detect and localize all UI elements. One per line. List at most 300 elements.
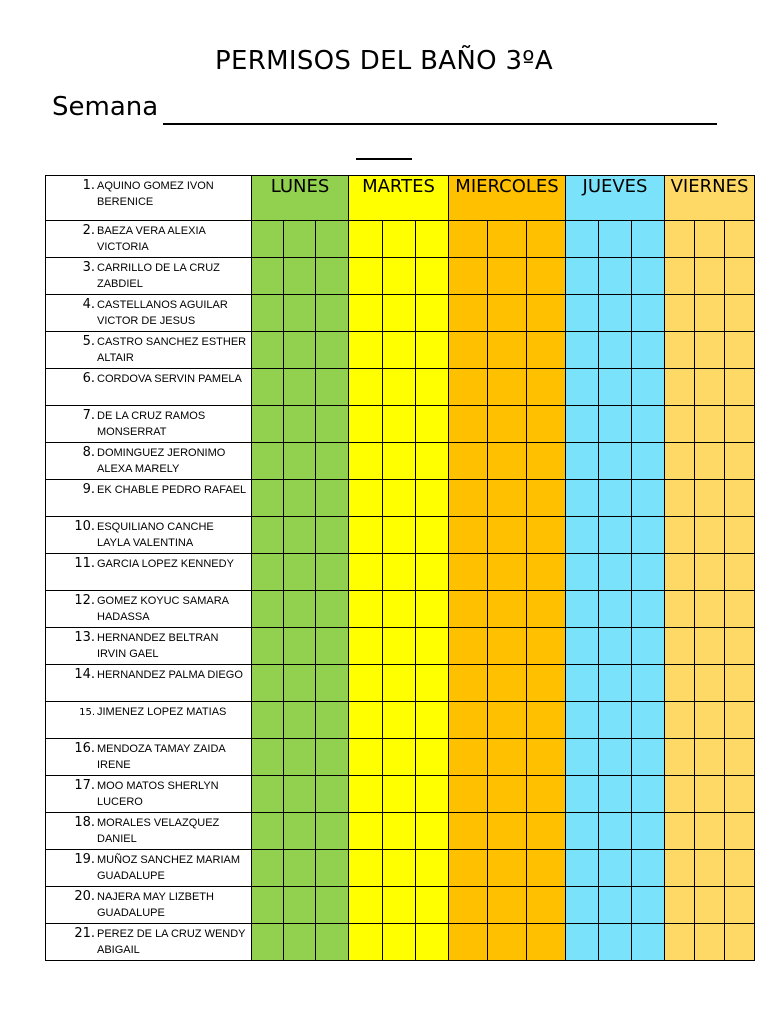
checkbox-cell-jueves[interactable] — [632, 517, 665, 554]
checkbox-cell-lunes[interactable] — [316, 628, 349, 665]
checkbox-cell-viernes[interactable] — [725, 406, 755, 443]
checkbox-cell-miercoles[interactable] — [488, 332, 527, 369]
checkbox-cell-miercoles[interactable] — [527, 665, 566, 702]
checkbox-cell-miercoles[interactable] — [449, 887, 488, 924]
checkbox-cell-martes[interactable] — [383, 924, 416, 961]
checkbox-cell-miercoles[interactable] — [449, 924, 488, 961]
checkbox-cell-viernes[interactable] — [725, 924, 755, 961]
checkbox-cell-viernes[interactable] — [725, 776, 755, 813]
checkbox-cell-jueves[interactable] — [632, 221, 665, 258]
checkbox-cell-miercoles[interactable] — [527, 887, 566, 924]
checkbox-cell-lunes[interactable] — [252, 813, 284, 850]
checkbox-cell-miercoles[interactable] — [488, 813, 527, 850]
checkbox-cell-lunes[interactable] — [284, 332, 316, 369]
checkbox-cell-jueves[interactable] — [599, 517, 632, 554]
checkbox-cell-jueves[interactable] — [566, 221, 599, 258]
checkbox-cell-viernes[interactable] — [725, 702, 755, 739]
checkbox-cell-lunes[interactable] — [252, 665, 284, 702]
checkbox-cell-miercoles[interactable] — [527, 369, 566, 406]
checkbox-cell-lunes[interactable] — [316, 887, 349, 924]
checkbox-cell-martes[interactable] — [349, 258, 383, 295]
checkbox-cell-miercoles[interactable] — [527, 850, 566, 887]
checkbox-cell-jueves[interactable] — [599, 850, 632, 887]
checkbox-cell-viernes[interactable] — [665, 924, 695, 961]
checkbox-cell-martes[interactable] — [416, 443, 449, 480]
checkbox-cell-lunes[interactable] — [316, 517, 349, 554]
checkbox-cell-miercoles[interactable] — [527, 924, 566, 961]
checkbox-cell-jueves[interactable] — [566, 406, 599, 443]
checkbox-cell-lunes[interactable] — [252, 850, 284, 887]
checkbox-cell-miercoles[interactable] — [449, 813, 488, 850]
checkbox-cell-lunes[interactable] — [284, 776, 316, 813]
checkbox-cell-martes[interactable] — [349, 665, 383, 702]
checkbox-cell-viernes[interactable] — [725, 887, 755, 924]
checkbox-cell-viernes[interactable] — [725, 517, 755, 554]
checkbox-cell-lunes[interactable] — [316, 850, 349, 887]
checkbox-cell-martes[interactable] — [383, 221, 416, 258]
checkbox-cell-martes[interactable] — [383, 258, 416, 295]
checkbox-cell-martes[interactable] — [349, 813, 383, 850]
checkbox-cell-lunes[interactable] — [252, 628, 284, 665]
checkbox-cell-jueves[interactable] — [632, 332, 665, 369]
checkbox-cell-lunes[interactable] — [252, 332, 284, 369]
checkbox-cell-miercoles[interactable] — [527, 739, 566, 776]
checkbox-cell-viernes[interactable] — [665, 554, 695, 591]
checkbox-cell-lunes[interactable] — [252, 887, 284, 924]
checkbox-cell-jueves[interactable] — [566, 887, 599, 924]
checkbox-cell-jueves[interactable] — [632, 258, 665, 295]
checkbox-cell-jueves[interactable] — [599, 480, 632, 517]
checkbox-cell-jueves[interactable] — [632, 924, 665, 961]
checkbox-cell-martes[interactable] — [383, 406, 416, 443]
checkbox-cell-jueves[interactable] — [632, 480, 665, 517]
checkbox-cell-lunes[interactable] — [252, 776, 284, 813]
checkbox-cell-jueves[interactable] — [632, 628, 665, 665]
checkbox-cell-viernes[interactable] — [695, 813, 725, 850]
checkbox-cell-miercoles[interactable] — [527, 332, 566, 369]
checkbox-cell-martes[interactable] — [383, 332, 416, 369]
checkbox-cell-viernes[interactable] — [665, 517, 695, 554]
checkbox-cell-martes[interactable] — [383, 480, 416, 517]
checkbox-cell-lunes[interactable] — [252, 295, 284, 332]
checkbox-cell-jueves[interactable] — [599, 406, 632, 443]
checkbox-cell-lunes[interactable] — [252, 258, 284, 295]
checkbox-cell-viernes[interactable] — [695, 517, 725, 554]
checkbox-cell-jueves[interactable] — [599, 258, 632, 295]
checkbox-cell-viernes[interactable] — [725, 628, 755, 665]
checkbox-cell-lunes[interactable] — [284, 221, 316, 258]
checkbox-cell-viernes[interactable] — [695, 332, 725, 369]
checkbox-cell-martes[interactable] — [349, 480, 383, 517]
checkbox-cell-viernes[interactable] — [695, 739, 725, 776]
checkbox-cell-jueves[interactable] — [599, 221, 632, 258]
checkbox-cell-martes[interactable] — [416, 554, 449, 591]
checkbox-cell-martes[interactable] — [383, 591, 416, 628]
checkbox-cell-miercoles[interactable] — [488, 702, 527, 739]
checkbox-cell-lunes[interactable] — [252, 443, 284, 480]
checkbox-cell-miercoles[interactable] — [449, 739, 488, 776]
checkbox-cell-lunes[interactable] — [252, 517, 284, 554]
checkbox-cell-lunes[interactable] — [316, 443, 349, 480]
checkbox-cell-jueves[interactable] — [566, 517, 599, 554]
checkbox-cell-lunes[interactable] — [316, 554, 349, 591]
checkbox-cell-viernes[interactable] — [665, 221, 695, 258]
checkbox-cell-miercoles[interactable] — [527, 517, 566, 554]
checkbox-cell-viernes[interactable] — [725, 332, 755, 369]
checkbox-cell-jueves[interactable] — [566, 258, 599, 295]
checkbox-cell-lunes[interactable] — [316, 702, 349, 739]
checkbox-cell-lunes[interactable] — [316, 258, 349, 295]
checkbox-cell-viernes[interactable] — [695, 887, 725, 924]
checkbox-cell-lunes[interactable] — [284, 813, 316, 850]
checkbox-cell-viernes[interactable] — [665, 332, 695, 369]
checkbox-cell-viernes[interactable] — [665, 887, 695, 924]
checkbox-cell-lunes[interactable] — [316, 480, 349, 517]
checkbox-cell-miercoles[interactable] — [527, 480, 566, 517]
checkbox-cell-jueves[interactable] — [599, 739, 632, 776]
checkbox-cell-lunes[interactable] — [316, 813, 349, 850]
checkbox-cell-viernes[interactable] — [665, 295, 695, 332]
checkbox-cell-martes[interactable] — [416, 591, 449, 628]
checkbox-cell-viernes[interactable] — [695, 295, 725, 332]
checkbox-cell-viernes[interactable] — [725, 369, 755, 406]
checkbox-cell-miercoles[interactable] — [488, 591, 527, 628]
checkbox-cell-viernes[interactable] — [695, 665, 725, 702]
checkbox-cell-martes[interactable] — [416, 739, 449, 776]
checkbox-cell-viernes[interactable] — [665, 739, 695, 776]
checkbox-cell-lunes[interactable] — [316, 665, 349, 702]
checkbox-cell-martes[interactable] — [349, 739, 383, 776]
checkbox-cell-jueves[interactable] — [599, 776, 632, 813]
checkbox-cell-martes[interactable] — [383, 665, 416, 702]
checkbox-cell-viernes[interactable] — [725, 443, 755, 480]
checkbox-cell-jueves[interactable] — [632, 776, 665, 813]
checkbox-cell-viernes[interactable] — [665, 776, 695, 813]
checkbox-cell-lunes[interactable] — [284, 517, 316, 554]
checkbox-cell-jueves[interactable] — [566, 332, 599, 369]
checkbox-cell-jueves[interactable] — [566, 665, 599, 702]
checkbox-cell-jueves[interactable] — [632, 369, 665, 406]
checkbox-cell-jueves[interactable] — [566, 443, 599, 480]
checkbox-cell-miercoles[interactable] — [449, 591, 488, 628]
checkbox-cell-viernes[interactable] — [665, 813, 695, 850]
checkbox-cell-miercoles[interactable] — [527, 554, 566, 591]
checkbox-cell-viernes[interactable] — [725, 665, 755, 702]
checkbox-cell-viernes[interactable] — [725, 221, 755, 258]
checkbox-cell-jueves[interactable] — [566, 850, 599, 887]
checkbox-cell-jueves[interactable] — [566, 554, 599, 591]
checkbox-cell-martes[interactable] — [349, 776, 383, 813]
checkbox-cell-jueves[interactable] — [566, 702, 599, 739]
checkbox-cell-jueves[interactable] — [599, 443, 632, 480]
checkbox-cell-lunes[interactable] — [284, 406, 316, 443]
checkbox-cell-miercoles[interactable] — [449, 258, 488, 295]
checkbox-cell-jueves[interactable] — [599, 702, 632, 739]
checkbox-cell-jueves[interactable] — [632, 554, 665, 591]
checkbox-cell-lunes[interactable] — [284, 628, 316, 665]
checkbox-cell-jueves[interactable] — [599, 332, 632, 369]
checkbox-cell-miercoles[interactable] — [488, 887, 527, 924]
checkbox-cell-martes[interactable] — [349, 628, 383, 665]
checkbox-cell-miercoles[interactable] — [449, 406, 488, 443]
checkbox-cell-lunes[interactable] — [284, 258, 316, 295]
checkbox-cell-jueves[interactable] — [599, 813, 632, 850]
checkbox-cell-miercoles[interactable] — [488, 480, 527, 517]
checkbox-cell-martes[interactable] — [349, 369, 383, 406]
checkbox-cell-martes[interactable] — [383, 628, 416, 665]
checkbox-cell-miercoles[interactable] — [449, 295, 488, 332]
checkbox-cell-jueves[interactable] — [599, 295, 632, 332]
checkbox-cell-lunes[interactable] — [316, 776, 349, 813]
checkbox-cell-martes[interactable] — [349, 850, 383, 887]
checkbox-cell-martes[interactable] — [416, 813, 449, 850]
checkbox-cell-martes[interactable] — [349, 406, 383, 443]
checkbox-cell-viernes[interactable] — [695, 480, 725, 517]
checkbox-cell-jueves[interactable] — [566, 295, 599, 332]
checkbox-cell-lunes[interactable] — [316, 332, 349, 369]
checkbox-cell-viernes[interactable] — [725, 554, 755, 591]
checkbox-cell-lunes[interactable] — [316, 924, 349, 961]
checkbox-cell-lunes[interactable] — [252, 591, 284, 628]
checkbox-cell-martes[interactable] — [416, 295, 449, 332]
checkbox-cell-martes[interactable] — [416, 258, 449, 295]
checkbox-cell-lunes[interactable] — [284, 295, 316, 332]
checkbox-cell-jueves[interactable] — [599, 887, 632, 924]
checkbox-cell-martes[interactable] — [349, 332, 383, 369]
checkbox-cell-viernes[interactable] — [725, 850, 755, 887]
checkbox-cell-miercoles[interactable] — [488, 776, 527, 813]
checkbox-cell-martes[interactable] — [383, 554, 416, 591]
checkbox-cell-martes[interactable] — [383, 702, 416, 739]
checkbox-cell-martes[interactable] — [416, 887, 449, 924]
checkbox-cell-jueves[interactable] — [599, 591, 632, 628]
checkbox-cell-miercoles[interactable] — [488, 517, 527, 554]
checkbox-cell-viernes[interactable] — [665, 443, 695, 480]
checkbox-cell-viernes[interactable] — [695, 776, 725, 813]
checkbox-cell-lunes[interactable] — [284, 369, 316, 406]
checkbox-cell-lunes[interactable] — [252, 369, 284, 406]
checkbox-cell-miercoles[interactable] — [449, 554, 488, 591]
checkbox-cell-miercoles[interactable] — [449, 480, 488, 517]
checkbox-cell-jueves[interactable] — [632, 813, 665, 850]
checkbox-cell-martes[interactable] — [383, 295, 416, 332]
checkbox-cell-lunes[interactable] — [316, 739, 349, 776]
checkbox-cell-jueves[interactable] — [632, 887, 665, 924]
checkbox-cell-martes[interactable] — [383, 369, 416, 406]
checkbox-cell-jueves[interactable] — [566, 480, 599, 517]
checkbox-cell-jueves[interactable] — [632, 702, 665, 739]
checkbox-cell-viernes[interactable] — [725, 813, 755, 850]
checkbox-cell-miercoles[interactable] — [488, 665, 527, 702]
checkbox-cell-miercoles[interactable] — [488, 739, 527, 776]
checkbox-cell-viernes[interactable] — [695, 628, 725, 665]
checkbox-cell-martes[interactable] — [349, 443, 383, 480]
checkbox-cell-martes[interactable] — [416, 628, 449, 665]
checkbox-cell-miercoles[interactable] — [449, 702, 488, 739]
checkbox-cell-miercoles[interactable] — [449, 332, 488, 369]
checkbox-cell-miercoles[interactable] — [488, 258, 527, 295]
checkbox-cell-miercoles[interactable] — [449, 221, 488, 258]
checkbox-cell-miercoles[interactable] — [488, 369, 527, 406]
checkbox-cell-martes[interactable] — [416, 332, 449, 369]
checkbox-cell-martes[interactable] — [416, 517, 449, 554]
checkbox-cell-viernes[interactable] — [725, 480, 755, 517]
checkbox-cell-jueves[interactable] — [566, 924, 599, 961]
checkbox-cell-miercoles[interactable] — [449, 369, 488, 406]
checkbox-cell-lunes[interactable] — [284, 591, 316, 628]
checkbox-cell-viernes[interactable] — [725, 295, 755, 332]
checkbox-cell-miercoles[interactable] — [449, 850, 488, 887]
checkbox-cell-lunes[interactable] — [252, 554, 284, 591]
checkbox-cell-miercoles[interactable] — [527, 221, 566, 258]
checkbox-cell-viernes[interactable] — [695, 850, 725, 887]
checkbox-cell-miercoles[interactable] — [527, 813, 566, 850]
checkbox-cell-lunes[interactable] — [284, 924, 316, 961]
checkbox-cell-jueves[interactable] — [566, 369, 599, 406]
checkbox-cell-jueves[interactable] — [599, 628, 632, 665]
checkbox-cell-martes[interactable] — [383, 776, 416, 813]
checkbox-cell-martes[interactable] — [416, 665, 449, 702]
checkbox-cell-martes[interactable] — [349, 554, 383, 591]
checkbox-cell-jueves[interactable] — [566, 628, 599, 665]
checkbox-cell-miercoles[interactable] — [488, 924, 527, 961]
checkbox-cell-jueves[interactable] — [632, 665, 665, 702]
checkbox-cell-lunes[interactable] — [316, 221, 349, 258]
checkbox-cell-jueves[interactable] — [599, 369, 632, 406]
checkbox-cell-martes[interactable] — [416, 480, 449, 517]
checkbox-cell-jueves[interactable] — [599, 665, 632, 702]
checkbox-cell-miercoles[interactable] — [527, 776, 566, 813]
checkbox-cell-martes[interactable] — [383, 443, 416, 480]
checkbox-cell-viernes[interactable] — [695, 406, 725, 443]
checkbox-cell-martes[interactable] — [349, 517, 383, 554]
checkbox-cell-martes[interactable] — [416, 369, 449, 406]
checkbox-cell-lunes[interactable] — [252, 480, 284, 517]
checkbox-cell-viernes[interactable] — [695, 554, 725, 591]
checkbox-cell-viernes[interactable] — [695, 369, 725, 406]
checkbox-cell-martes[interactable] — [349, 295, 383, 332]
checkbox-cell-miercoles[interactable] — [527, 591, 566, 628]
checkbox-cell-jueves[interactable] — [632, 406, 665, 443]
checkbox-cell-miercoles[interactable] — [527, 258, 566, 295]
checkbox-cell-viernes[interactable] — [695, 443, 725, 480]
checkbox-cell-lunes[interactable] — [252, 739, 284, 776]
checkbox-cell-viernes[interactable] — [665, 591, 695, 628]
checkbox-cell-lunes[interactable] — [284, 443, 316, 480]
checkbox-cell-lunes[interactable] — [316, 406, 349, 443]
checkbox-cell-miercoles[interactable] — [449, 665, 488, 702]
checkbox-cell-viernes[interactable] — [665, 702, 695, 739]
checkbox-cell-martes[interactable] — [416, 850, 449, 887]
checkbox-cell-lunes[interactable] — [284, 739, 316, 776]
checkbox-cell-viernes[interactable] — [665, 480, 695, 517]
checkbox-cell-miercoles[interactable] — [449, 628, 488, 665]
checkbox-cell-martes[interactable] — [383, 813, 416, 850]
checkbox-cell-miercoles[interactable] — [527, 443, 566, 480]
checkbox-cell-jueves[interactable] — [599, 554, 632, 591]
checkbox-cell-lunes[interactable] — [252, 924, 284, 961]
checkbox-cell-jueves[interactable] — [632, 443, 665, 480]
checkbox-cell-jueves[interactable] — [632, 850, 665, 887]
checkbox-cell-martes[interactable] — [349, 702, 383, 739]
checkbox-cell-lunes[interactable] — [252, 702, 284, 739]
checkbox-cell-miercoles[interactable] — [449, 517, 488, 554]
checkbox-cell-lunes[interactable] — [284, 480, 316, 517]
checkbox-cell-lunes[interactable] — [284, 665, 316, 702]
checkbox-cell-lunes[interactable] — [284, 702, 316, 739]
checkbox-cell-viernes[interactable] — [695, 591, 725, 628]
checkbox-cell-martes[interactable] — [383, 850, 416, 887]
checkbox-cell-lunes[interactable] — [316, 295, 349, 332]
checkbox-cell-martes[interactable] — [383, 739, 416, 776]
checkbox-cell-viernes[interactable] — [665, 258, 695, 295]
checkbox-cell-miercoles[interactable] — [488, 221, 527, 258]
checkbox-cell-miercoles[interactable] — [527, 702, 566, 739]
checkbox-cell-martes[interactable] — [383, 887, 416, 924]
checkbox-cell-jueves[interactable] — [566, 776, 599, 813]
checkbox-cell-miercoles[interactable] — [488, 850, 527, 887]
checkbox-cell-martes[interactable] — [349, 924, 383, 961]
checkbox-cell-viernes[interactable] — [665, 369, 695, 406]
checkbox-cell-miercoles[interactable] — [488, 406, 527, 443]
checkbox-cell-miercoles[interactable] — [488, 443, 527, 480]
checkbox-cell-viernes[interactable] — [665, 406, 695, 443]
checkbox-cell-viernes[interactable] — [725, 591, 755, 628]
checkbox-cell-viernes[interactable] — [725, 739, 755, 776]
checkbox-cell-viernes[interactable] — [695, 924, 725, 961]
checkbox-cell-martes[interactable] — [416, 924, 449, 961]
checkbox-cell-lunes[interactable] — [284, 554, 316, 591]
checkbox-cell-viernes[interactable] — [665, 850, 695, 887]
checkbox-cell-martes[interactable] — [416, 702, 449, 739]
checkbox-cell-jueves[interactable] — [566, 739, 599, 776]
checkbox-cell-miercoles[interactable] — [527, 628, 566, 665]
checkbox-cell-martes[interactable] — [349, 887, 383, 924]
checkbox-cell-jueves[interactable] — [566, 813, 599, 850]
checkbox-cell-martes[interactable] — [383, 517, 416, 554]
checkbox-cell-jueves[interactable] — [632, 739, 665, 776]
checkbox-cell-miercoles[interactable] — [488, 554, 527, 591]
checkbox-cell-jueves[interactable] — [566, 591, 599, 628]
checkbox-cell-martes[interactable] — [416, 406, 449, 443]
checkbox-cell-martes[interactable] — [349, 221, 383, 258]
checkbox-cell-lunes[interactable] — [252, 221, 284, 258]
checkbox-cell-miercoles[interactable] — [488, 628, 527, 665]
checkbox-cell-viernes[interactable] — [695, 221, 725, 258]
checkbox-cell-martes[interactable] — [349, 591, 383, 628]
checkbox-cell-lunes[interactable] — [252, 406, 284, 443]
checkbox-cell-martes[interactable] — [416, 776, 449, 813]
checkbox-cell-jueves[interactable] — [632, 591, 665, 628]
checkbox-cell-lunes[interactable] — [284, 850, 316, 887]
checkbox-cell-viernes[interactable] — [695, 702, 725, 739]
checkbox-cell-lunes[interactable] — [316, 591, 349, 628]
checkbox-cell-jueves[interactable] — [599, 924, 632, 961]
checkbox-cell-lunes[interactable] — [316, 369, 349, 406]
checkbox-cell-jueves[interactable] — [632, 295, 665, 332]
checkbox-cell-lunes[interactable] — [284, 887, 316, 924]
checkbox-cell-viernes[interactable] — [695, 258, 725, 295]
checkbox-cell-miercoles[interactable] — [527, 295, 566, 332]
checkbox-cell-viernes[interactable] — [665, 665, 695, 702]
checkbox-cell-viernes[interactable] — [725, 258, 755, 295]
checkbox-cell-viernes[interactable] — [665, 628, 695, 665]
checkbox-cell-miercoles[interactable] — [449, 776, 488, 813]
checkbox-cell-miercoles[interactable] — [488, 295, 527, 332]
checkbox-cell-miercoles[interactable] — [449, 443, 488, 480]
checkbox-cell-miercoles[interactable] — [527, 406, 566, 443]
checkbox-cell-martes[interactable] — [416, 221, 449, 258]
